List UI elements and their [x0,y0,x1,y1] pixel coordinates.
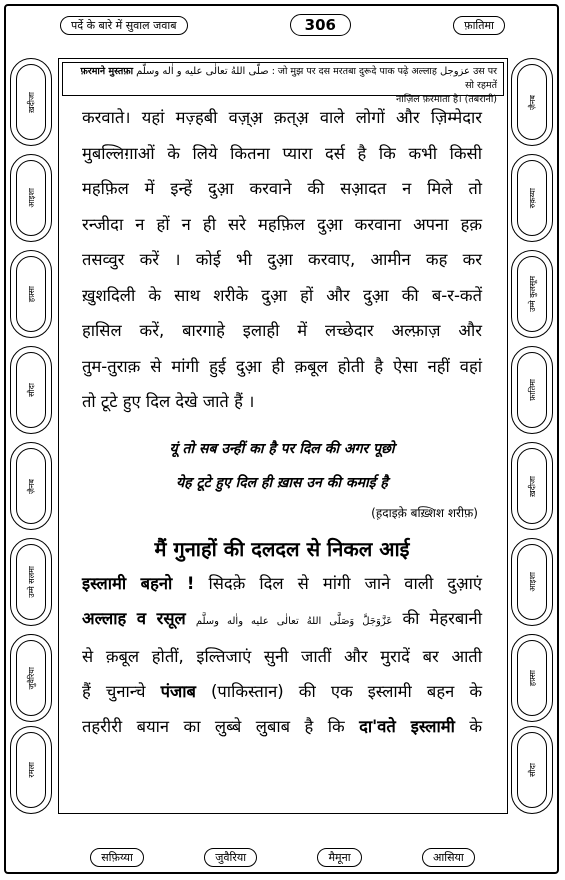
text-line: इस्लामी बहनो ! सिदके़ दिल से मांगी जाने वाली दुआ़एं [82,573,483,593]
banner-text-2: उस पर सो रहमतें [465,66,497,91]
text-line: रन्जीदा न हों न ही सरे महफ़िल दुआ़ करवाना अपना हक़ [82,214,482,234]
text-line: महफ़िल में इन्हें दुआ़ करवाने की सआ़दत न मिले तो [82,179,482,198]
text-line: तसव्वुर करें । कोई भी दुआ़ करवाए, आमीन कह कर [82,250,482,269]
side-medallion: आइशा [10,154,52,242]
side-medallion: फ़ातिमा [511,346,553,434]
text-line: तहरीरी बयान का लुब्बे लुबाब है कि दा'वते इस्लामी के [82,716,483,736]
side-medallion: रमला [10,726,52,814]
text-line: से क़बूल होतीं, इल्तिजाएं सुनी जातीं और मुरादें बर आती [82,646,482,666]
poetry-couplet [82,432,482,500]
text-line: हैं चुनान्चे पंजाब (पाकिस्तान) की एक इस्लामी बहन के [82,681,483,701]
text-line: तो टूटे हुए दिल देखे जाते हैं । [82,392,255,411]
side-medallion: रुक़य्या [511,154,553,242]
banner-label: फ़रमाने मुस्तफ़ा [80,66,134,77]
banner-salutation: صلَّى اللهُ تعالٰی علیه و اٰله وسلَّم [136,66,269,77]
side-medallion: ख़दीजा [511,442,553,530]
text-line: ख़ुशदिली के साथ शरीके दुआ़ हों और दुआ़ की ब-र-कतें [82,285,482,305]
left-ornament-column [10,58,54,814]
banner-ref: (तबरानी) [464,94,497,105]
header-right-tab: फ़ातिमा [453,16,505,35]
footer-tab: मैमूना [317,848,361,867]
page-footer [60,842,505,872]
text-line: तुम-तुराक़ से मांगी हुई दुआ़ ही क़बूल होती है ऐसा नहीं वहां [82,356,482,376]
side-medallion: जुवैरिया [10,634,52,722]
book-title-tab: पर्दे के बारे में सुवाल जवाब [60,16,188,35]
page-header [60,8,505,42]
text-line: अल्लाह व रसूल عَزَّوَجَلَّ وَصَلَّى اللهُ تعالٰی علیه واٰله وسلَّم की मेहरबानी [82,608,482,628]
paragraph-1 [82,100,482,420]
side-medallion: सौदा [10,346,52,434]
side-medallion: उम्मे कुलसूम [511,250,553,338]
paragraph-2 [82,566,482,744]
hadith-banner [62,62,504,105]
side-medallion: सौदा [511,726,553,814]
side-medallion: हफ़्सा [10,250,52,338]
banner-text-3: नाज़िल फ़रमाता है। [396,94,462,105]
side-medallion: ज़ैनब [10,442,52,530]
side-medallion: ख़दीजा [10,58,52,146]
page-number: 306 [290,14,351,36]
couplet-source: (ह़दाइके़ बख़्शिश शरीफ़) [371,505,478,520]
side-medallion: ज़ैनब [511,58,553,146]
side-medallion: आइशा [511,538,553,626]
text-line: करवाते। यहां मज़्हबी वज़्अ़ क़त्अ़ वाले लोगों और ज़िम्मेदार [82,108,482,127]
couplet-line: येह टूटे हुए दिल ही ख़ास उन की कमाई है [176,474,388,491]
footer-tab: जुवैरिया [204,848,257,867]
side-medallion: उम्मे सलमा [10,538,52,626]
text-line: मुबल्लिग़ाओं के लिये कितना प्यारा दर्स है कि कभी किसी [82,143,482,163]
banner-text-1: : जो मुझ पर दस मरतबा दुरूदे पाक पढ़े अल्लाह [271,66,437,77]
page-content [82,100,482,744]
right-ornament-column [511,58,555,814]
footer-tab: आसिया [422,848,475,867]
section-heading: मैं गुनाहों की दलदल से निकल आई [154,536,410,561]
side-medallion: हफ़्सा [511,634,553,722]
banner-azza: عزوجل [439,66,471,77]
couplet-line: यूं तो सब उन्हीं का है पर दिल की अगर पूछो [169,440,395,457]
text-line: हासिल करें, बारगाहे इलाही में लच्छेदार अल्फ़ाज़ और [82,321,482,340]
footer-tab: सफ़िय्या [90,848,144,867]
